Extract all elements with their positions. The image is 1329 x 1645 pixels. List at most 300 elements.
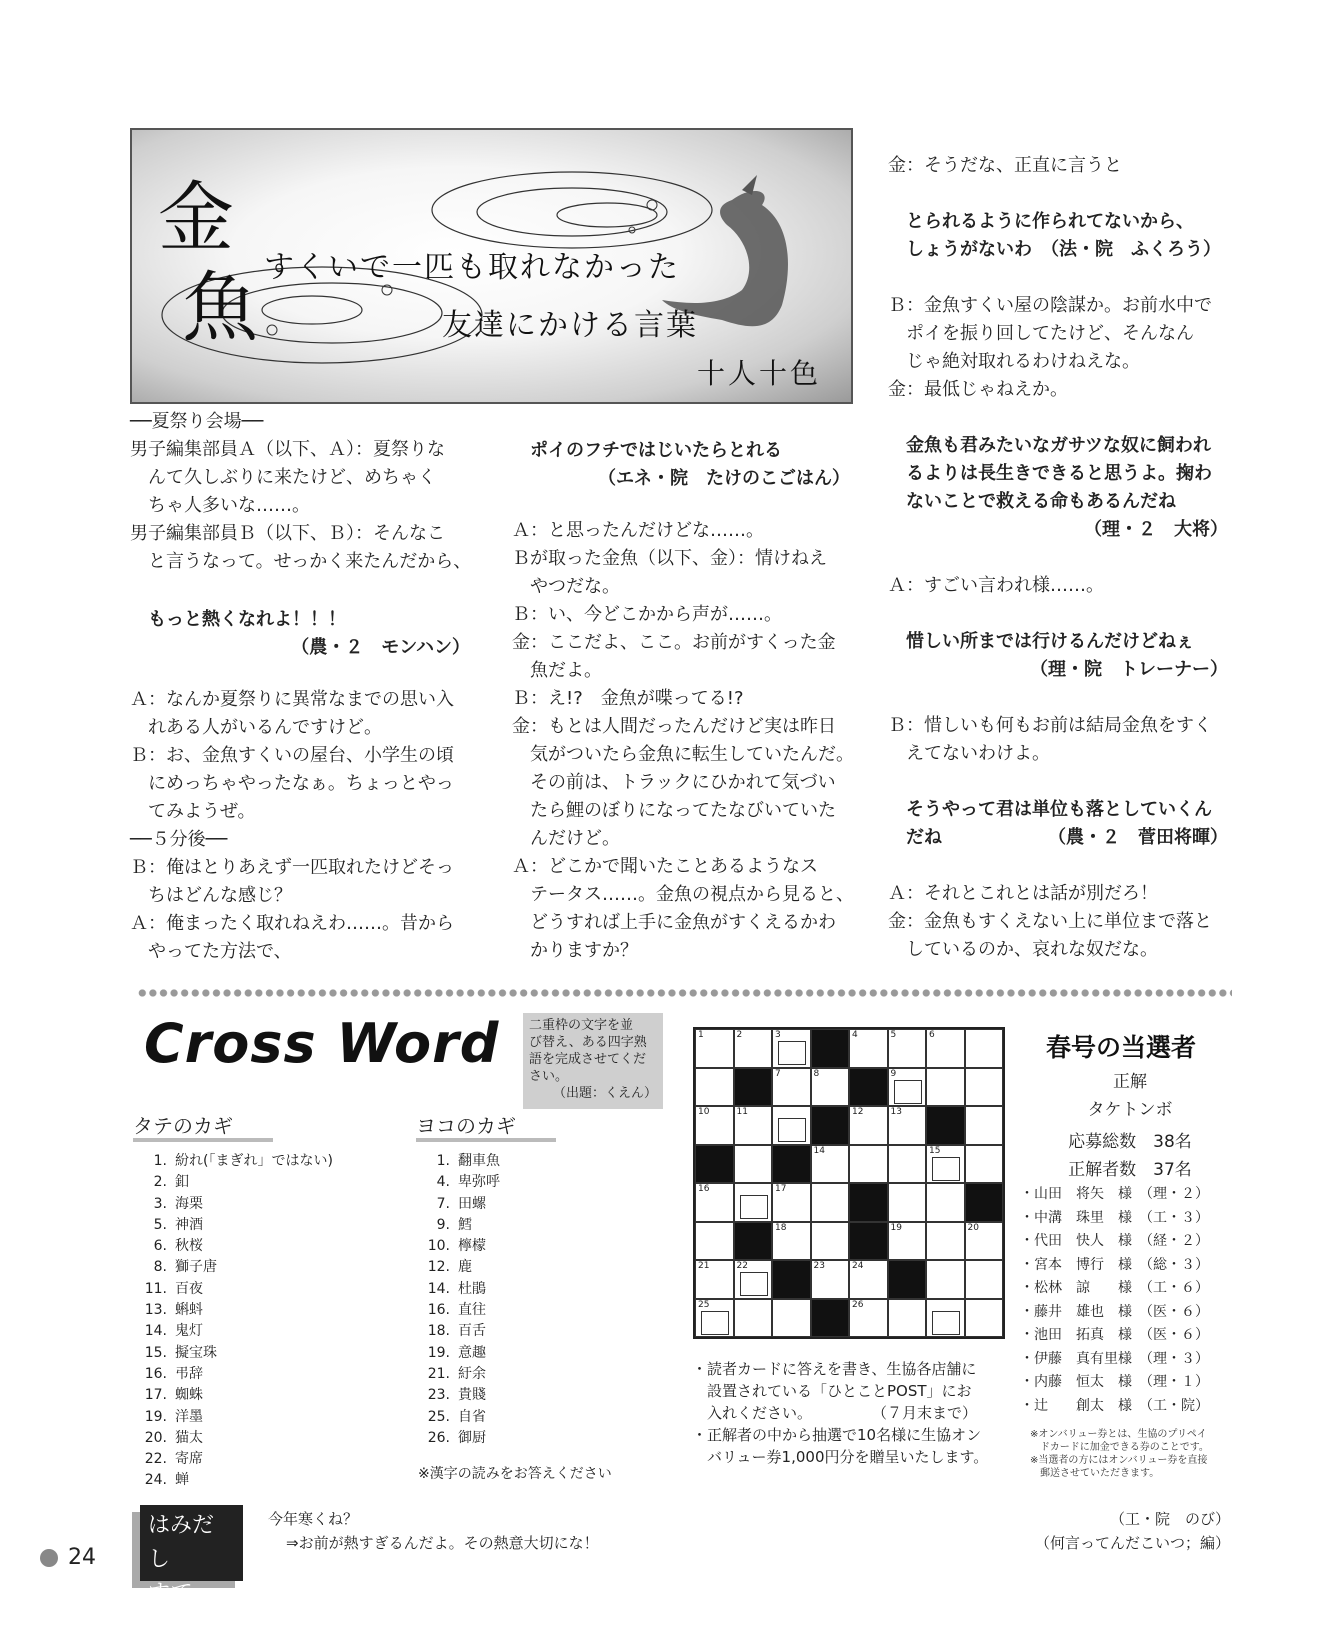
clue-text: 貴賤 — [458, 1387, 486, 1404]
clue-number: 17. — [144, 1387, 167, 1404]
clue-text: 翻車魚 — [458, 1153, 500, 1169]
winner-row: ・藤井 雄也 様 （医・６） — [1020, 1303, 1209, 1320]
footer-line1: 今年寒くね？ — [268, 1510, 359, 1528]
grid-number: 8 — [813, 1068, 820, 1079]
info-line: バリュー券1,000円分を贈呈いたします。 — [692, 1448, 989, 1466]
grid-number: 20 — [967, 1222, 979, 1233]
grid-cell[interactable] — [734, 1260, 773, 1299]
text-line: れある人がいるんですけど。 — [148, 717, 382, 738]
winner-row: ・山田 将矢 様 （理・２） — [1020, 1186, 1209, 1202]
answer-text: もっと熱くなれよ！！！ — [148, 609, 346, 630]
tate-clue — [133, 1151, 333, 1172]
text-line: Ｂが取った金魚（以下、金）：情けねえ — [512, 548, 827, 569]
correct-entries: 正解者数 37名 — [1068, 1160, 1192, 1180]
grid-cell[interactable] — [811, 1068, 850, 1107]
clue-number: 20. — [144, 1429, 167, 1446]
clue-text: 田螺 — [458, 1195, 486, 1212]
double-frame-cell — [740, 1272, 768, 1296]
text-line: Ｂ：俺はとりあえず一匹取れたけどそっ — [130, 857, 454, 878]
clue-number: 16. — [144, 1365, 167, 1382]
banner-subtitle-2: 友達にかける言葉 — [442, 308, 698, 343]
clue-text: 蝌蚪 — [175, 1302, 203, 1319]
clue-text: 擬宝珠 — [175, 1344, 217, 1361]
text-line: じゃ絶対取れるわけねえな。 — [906, 351, 1140, 372]
text-line: てみようぜ。 — [148, 801, 256, 822]
winners-list — [1020, 1183, 1209, 1418]
winner-row: ・池田 拓真 様 （医・６） — [1020, 1327, 1209, 1343]
grid-cell[interactable] — [811, 1222, 850, 1261]
tate-clue — [133, 1385, 333, 1406]
clue-number: 23. — [427, 1387, 450, 1404]
clue-number: 19. — [144, 1408, 167, 1425]
clue-number: 7. — [436, 1195, 450, 1212]
clue-number: 2. — [153, 1174, 167, 1191]
note-line: び替え、ある四字熟 — [529, 1035, 647, 1050]
grid-cell[interactable] — [811, 1260, 850, 1299]
tate-clue — [133, 1364, 333, 1385]
clue-number: 6. — [153, 1238, 167, 1255]
yoko-clue — [416, 1407, 556, 1428]
answer-text: 金魚も君みたいなガサツな奴に飼われ — [906, 435, 1211, 456]
banner-kanji-kin: 金 — [158, 173, 234, 262]
tate-clue — [133, 1428, 333, 1449]
clue-text: 御厨 — [458, 1429, 486, 1446]
grid-number: 23 — [813, 1261, 825, 1271]
clue-text: 鱈 — [458, 1216, 472, 1233]
grid-cell[interactable] — [849, 1260, 888, 1299]
info-line: ・読者カードに答えを書き、生協各店舗に — [692, 1360, 977, 1378]
text-line: 金：もとは人間だったんだけど実は昨日 — [512, 716, 836, 737]
clue-text: 杜鵑 — [458, 1280, 486, 1297]
grid-number: 18 — [775, 1222, 787, 1233]
answer-author: （理・２ 大将） — [1084, 519, 1228, 540]
winner-row: ・中溝 珠里 様 （工・３） — [1020, 1209, 1209, 1226]
hamidashi-box — [140, 1505, 243, 1640]
clue-number: 14. — [427, 1280, 450, 1297]
tate-clue — [133, 1321, 333, 1342]
yoko-clue — [416, 1321, 556, 1342]
yoko-clue — [416, 1172, 556, 1193]
answer-text: ないことで救える命もあるんだね — [906, 491, 1176, 512]
text-line: Ｂ：い、今どこかから声が……。 — [512, 604, 782, 625]
answer-author: （エネ・院 たけのこごはん） — [598, 468, 850, 489]
grid-cell[interactable] — [965, 1068, 1004, 1107]
grid-cell[interactable] — [849, 1299, 888, 1338]
clue-number: 13. — [144, 1302, 167, 1319]
yoko-clue — [416, 1428, 556, 1449]
clue-number: 1. — [436, 1153, 450, 1169]
grid-cell[interactable] — [849, 1145, 888, 1184]
answer-author: （農・２ モンハン） — [291, 637, 470, 658]
answer-text: るよりは長生きできると思うよ。掬わ — [906, 463, 1212, 484]
winner-row: ・辻 創太 様 （工・院） — [1020, 1397, 1209, 1414]
grid-cell[interactable] — [772, 1106, 811, 1145]
tate-clue — [133, 1470, 333, 1491]
clue-text: 紆余 — [458, 1365, 486, 1382]
note-line: 二重枠の文字を並 — [529, 1018, 634, 1033]
crossword-grid[interactable] — [693, 1027, 1005, 1339]
winners-title: 春号の当選者 — [1046, 1033, 1197, 1062]
double-frame-cell — [894, 1080, 922, 1104]
text-line: 気がついたら金魚に転生していたんだ。 — [530, 744, 854, 765]
grid-cell[interactable] — [965, 1145, 1004, 1184]
text-line: かりますか？ — [530, 940, 638, 961]
note-source: （出題：くえん） — [552, 1086, 657, 1101]
grid-number: 2 — [736, 1030, 743, 1040]
text-line: どうすれば上手に金魚がすくえるかわ — [530, 912, 836, 933]
grid-cell[interactable] — [888, 1068, 927, 1107]
grid-cell[interactable] — [695, 1183, 734, 1222]
grid-cell[interactable] — [695, 1106, 734, 1145]
grid-cell[interactable] — [888, 1299, 927, 1338]
grid-number: 9 — [890, 1068, 897, 1079]
clue-text: 洋墨 — [175, 1408, 203, 1425]
info-line: 入れください。 （７月末まで） — [692, 1404, 978, 1422]
yoko-clue — [416, 1236, 556, 1257]
text-line: Ａ：それとこれとは話が別だろ！ — [888, 883, 1158, 904]
clue-number: 15. — [144, 1344, 167, 1361]
tate-heading: タテのカギ — [133, 1114, 273, 1142]
grid-black-cell — [811, 1106, 850, 1145]
grid-number: 22 — [736, 1261, 748, 1271]
page-number: 24 — [68, 1545, 96, 1570]
grid-number: 14 — [813, 1145, 825, 1156]
grid-cell[interactable] — [888, 1183, 927, 1222]
scene-label: ──５分後── — [130, 829, 228, 850]
text-line: やってた方法で、 — [148, 941, 292, 962]
double-frame-cell — [932, 1157, 960, 1181]
text-line: Ｂ：金魚すくい屋の陰謀か。お前水中で — [888, 295, 1212, 316]
grid-cell[interactable] — [965, 1029, 1004, 1068]
double-frame-cell — [778, 1118, 806, 1142]
grid-black-cell — [849, 1183, 888, 1222]
grid-number: 10 — [698, 1107, 710, 1117]
grid-cell[interactable] — [965, 1222, 1004, 1261]
grid-cell[interactable] — [734, 1029, 773, 1068]
tate-list — [133, 1151, 333, 1492]
clue-text: 蜘蛛 — [175, 1387, 203, 1404]
info-line: 設置されている「ひとことPOST」にお — [692, 1382, 972, 1400]
clue-text: 百夜 — [175, 1280, 203, 1297]
grid-black-cell — [811, 1029, 850, 1068]
clue-number: 16. — [427, 1302, 450, 1319]
clue-number: 10. — [427, 1238, 450, 1255]
grid-number: 3 — [775, 1030, 781, 1040]
crossword-note — [523, 1013, 663, 1109]
footer-editor: （何言ってんだこいつ；編） — [1034, 1534, 1230, 1552]
grid-cell[interactable] — [965, 1299, 1004, 1338]
yoko-list — [416, 1151, 556, 1449]
text-line: Ａ：と思ったんだけどな……。 — [512, 520, 764, 541]
text-line: Ｂ：え!? 金魚が喋ってる!? — [512, 688, 744, 709]
clue-text: 卑弥呼 — [458, 1174, 500, 1191]
hamidashi-line1: はみだし — [148, 1513, 215, 1572]
yoko-clue — [416, 1215, 556, 1236]
grid-number: 25 — [698, 1299, 710, 1310]
total-entries: 応募総数 38名 — [1068, 1132, 1192, 1152]
winners-notes — [1030, 1428, 1209, 1480]
clue-text: 檸檬 — [458, 1238, 486, 1255]
answer-author: （農・２ 菅田将暉） — [1048, 827, 1228, 848]
grid-cell[interactable] — [926, 1029, 965, 1068]
clue-number: 19. — [427, 1344, 450, 1361]
grid-cell[interactable] — [926, 1222, 965, 1261]
winner-row: ・松林 諒 様 （工・６） — [1020, 1280, 1209, 1296]
grid-cell[interactable] — [926, 1183, 965, 1222]
text-line: 男子編集部員Ｂ（以下、Ｂ）：そんなこ — [130, 523, 445, 544]
banner-kanji-gyo: 魚 — [182, 263, 258, 352]
grid-cell[interactable] — [772, 1183, 811, 1222]
clue-number: 25. — [427, 1408, 450, 1425]
grid-number: 12 — [852, 1107, 864, 1117]
clue-text: 蝉 — [175, 1472, 189, 1489]
answer-text: だね — [906, 827, 942, 848]
clue-number: 24. — [144, 1472, 167, 1489]
banner-subtitle-1: すくいで一匹も取れなかった — [264, 250, 680, 285]
hamidashi-line2: すてーじ — [148, 1581, 215, 1640]
text-line: Ｂ：惜しいも何もお前は結局金魚をすく — [888, 715, 1212, 736]
clue-text: 意趣 — [458, 1344, 486, 1361]
clue-text: 自省 — [458, 1408, 486, 1425]
text-line: Ｂ：お、金魚すくいの屋台、小学生の頃 — [130, 745, 454, 766]
clue-number: 22. — [144, 1451, 167, 1468]
text-line: にめっちゃやったなぁ。ちょっとやっ — [148, 773, 454, 794]
grid-black-cell — [965, 1183, 1004, 1222]
tate-clue — [133, 1194, 333, 1215]
footer-line2: ⇒お前が熱すぎるんだよ。その熱意大切にな！ — [286, 1534, 599, 1552]
grid-cell[interactable] — [695, 1260, 734, 1299]
grid-black-cell — [734, 1068, 773, 1107]
answer-text: しょうがないわ （法・院 ふくろう） — [906, 239, 1221, 260]
text-line: んだけど。 — [530, 828, 620, 849]
yoko-clue — [416, 1385, 556, 1406]
clue-text: 鬼灯 — [175, 1323, 203, 1340]
grid-cell[interactable] — [849, 1029, 888, 1068]
grid-black-cell — [772, 1145, 811, 1184]
answer-text: そうやって君は単位も落としていくん — [906, 799, 1212, 820]
grid-cell[interactable] — [888, 1222, 927, 1261]
answer-value: タケトンボ — [1087, 1100, 1173, 1120]
clue-text: 弔辞 — [175, 1365, 203, 1382]
clue-number: 5. — [153, 1216, 167, 1233]
text-line: 金：そうだな、正直に言うと — [888, 155, 1122, 176]
text-line: と言うなって。せっかく来たんだから、 — [148, 551, 472, 572]
footer-author: （工・院 のび） — [1109, 1510, 1230, 1528]
clue-text: 獅子唐 — [175, 1259, 217, 1276]
grid-cell[interactable] — [811, 1145, 850, 1184]
answer-author: （理・院 トレーナー） — [1030, 659, 1228, 680]
clue-text: 鹿 — [458, 1259, 472, 1276]
grid-cell[interactable] — [888, 1145, 927, 1184]
article-column-2 — [512, 437, 854, 965]
note-line: ※当選者の方にはオンバリュー券を直接 — [1030, 1455, 1208, 1466]
grid-black-cell — [695, 1145, 734, 1184]
clue-text: 猫太 — [175, 1429, 203, 1446]
reading-note: ※漢字の読みをお答えください — [418, 1466, 612, 1482]
yoko-clue — [416, 1279, 556, 1300]
banner-series: 十人十色 — [696, 357, 821, 390]
crossword-title: Cross Word — [144, 1012, 500, 1075]
winner-row: ・内藤 恒太 様 （理・１） — [1020, 1374, 1209, 1390]
grid-black-cell — [888, 1260, 927, 1299]
grid-cell[interactable] — [772, 1068, 811, 1107]
answer-text: 惜しい所までは行けるんだけどねぇ — [906, 631, 1194, 652]
grid-number: 13 — [890, 1107, 902, 1117]
grid-number: 19 — [890, 1222, 902, 1233]
grid-number: 15 — [929, 1145, 941, 1156]
yoko-clue — [416, 1151, 556, 1172]
text-line: ちゃ人多いな……。 — [148, 495, 310, 516]
text-line: Ａ：俺まったく取れねえわ……。昔から — [130, 913, 454, 934]
grid-cell[interactable] — [734, 1299, 773, 1338]
answer-label: 正解 — [1113, 1072, 1147, 1092]
grid-cell[interactable] — [888, 1029, 927, 1068]
grid-number: 4 — [852, 1030, 858, 1040]
grid-black-cell — [772, 1260, 811, 1299]
grid-cell[interactable] — [695, 1222, 734, 1261]
text-line: 金：ここだよ、ここ。お前がすくった金 — [512, 632, 836, 653]
grid-cell[interactable] — [965, 1260, 1004, 1299]
yoko-clues — [416, 1110, 556, 1449]
grid-number: 24 — [852, 1261, 864, 1271]
grid-cell[interactable] — [926, 1145, 965, 1184]
crossword-info — [692, 1358, 1004, 1468]
text-line: Ａ：すごい言われ様……。 — [888, 575, 1104, 596]
double-frame-cell — [701, 1311, 729, 1335]
clue-number: 14. — [144, 1323, 167, 1340]
grid-cell[interactable] — [695, 1068, 734, 1107]
grid-number: 16 — [698, 1184, 710, 1194]
tate-clue — [133, 1257, 333, 1278]
yoko-clue — [416, 1257, 556, 1278]
tate-clue — [133, 1300, 333, 1321]
note-line: さい。 — [529, 1069, 569, 1084]
clue-number: 26. — [427, 1429, 450, 1446]
grid-cell[interactable] — [772, 1299, 811, 1338]
clue-text: 百舌 — [458, 1323, 486, 1340]
grid-cell[interactable] — [734, 1145, 773, 1184]
text-line: 金：金魚もすくえない上に単位まで落と — [888, 911, 1212, 932]
tate-clues — [133, 1110, 333, 1492]
text-line: Ａ：なんか夏祭りに異常なまでの思い入 — [130, 689, 454, 710]
grid-cell[interactable] — [926, 1068, 965, 1107]
grid-black-cell — [849, 1222, 888, 1261]
yoko-clue — [416, 1343, 556, 1364]
winner-row: ・伊藤 真有里様 （理・３） — [1020, 1350, 1209, 1367]
clue-number: 8. — [153, 1259, 167, 1276]
text-line: んて久しぶりに来たけど、めちゃく — [148, 467, 436, 488]
grid-cell[interactable] — [695, 1299, 734, 1338]
article-column-1 — [130, 408, 471, 966]
grid-number: 11 — [736, 1107, 748, 1117]
grid-number: 6 — [929, 1030, 935, 1040]
clue-number: 9. — [436, 1216, 450, 1233]
double-frame-cell — [932, 1311, 960, 1335]
grid-number: 5 — [890, 1030, 897, 1040]
answer-text: ポイのフチではじいたらとれる — [530, 440, 782, 461]
winner-row: ・宮本 博行 様 （総・３） — [1020, 1256, 1209, 1273]
answer-text: とられるように作られてないから、 — [906, 211, 1194, 232]
note-line: ※オンバリュー券とは、生協のプリペイ — [1030, 1429, 1207, 1440]
winner-row: ・代田 快人 様 （経・２） — [1020, 1233, 1209, 1249]
clue-text: 海栗 — [175, 1195, 203, 1212]
note-line: ドカードに加金できる券のことです。 — [1030, 1442, 1209, 1453]
clue-text: 秋桜 — [175, 1238, 203, 1255]
grid-cell[interactable] — [772, 1029, 811, 1068]
note-line: 郵送させていただきます。 — [1030, 1468, 1160, 1479]
grid-black-cell — [849, 1068, 888, 1107]
dotted-divider — [137, 988, 1232, 998]
tate-clue — [133, 1343, 333, 1364]
grid-number: 17 — [775, 1184, 787, 1194]
tate-clue — [133, 1215, 333, 1236]
text-line: 男子編集部員Ａ（以下、Ａ）：夏祭りな — [130, 439, 445, 460]
grid-black-cell — [811, 1299, 850, 1338]
text-line: やつだな。 — [530, 576, 620, 597]
yoko-clue — [416, 1194, 556, 1215]
header-banner — [130, 128, 853, 404]
clue-text: 寄席 — [175, 1451, 203, 1468]
clue-number: 3. — [153, 1195, 167, 1212]
text-line: ちはどんな感じ？ — [148, 885, 292, 906]
tate-clue — [133, 1236, 333, 1257]
grid-number: 21 — [698, 1261, 710, 1271]
text-line: しているのか、哀れな奴だな。 — [906, 939, 1158, 960]
tate-clue — [133, 1279, 333, 1300]
tate-clue — [133, 1449, 333, 1470]
note-line: 語を完成させてくだ — [529, 1052, 647, 1067]
clue-text: 釦 — [175, 1174, 189, 1191]
clue-number: 1. — [153, 1153, 167, 1169]
text-line: その前は、トラックにひかれて気づい — [530, 772, 836, 793]
text-line: 魚だよ。 — [530, 660, 602, 681]
scene-label: ──夏祭り会場── — [130, 411, 264, 432]
clue-text: 神酒 — [175, 1216, 203, 1233]
grid-cell[interactable] — [849, 1106, 888, 1145]
yoko-clue — [416, 1300, 556, 1321]
grid-cell[interactable] — [926, 1299, 965, 1338]
text-line: ポイを振り回してたけど、そんなん — [906, 323, 1194, 344]
clue-number: 12. — [427, 1259, 450, 1276]
grid-cell[interactable] — [965, 1106, 1004, 1145]
double-frame-cell — [778, 1041, 806, 1065]
text-line: えてないわけよ。 — [906, 743, 1050, 764]
grid-number: 7 — [775, 1068, 781, 1079]
double-frame-cell — [740, 1195, 768, 1219]
clue-number: 18. — [427, 1323, 450, 1340]
grid-cell[interactable] — [811, 1183, 850, 1222]
grid-cell[interactable] — [734, 1183, 773, 1222]
page-dot-icon — [40, 1549, 58, 1567]
clue-text: 紛れ(「まぎれ」ではない) — [175, 1153, 333, 1169]
clue-number: 4. — [436, 1174, 450, 1191]
clue-text: 直往 — [458, 1302, 486, 1319]
grid-cell[interactable] — [695, 1029, 734, 1068]
info-line: ・正解者の中から抽選で10名様に生協オン — [692, 1426, 982, 1444]
tate-clue — [133, 1172, 333, 1193]
text-line: たら鯉のぼりになってたなびいていた — [530, 800, 836, 821]
grid-number: 1 — [698, 1030, 704, 1040]
grid-cell[interactable] — [734, 1106, 773, 1145]
clue-number: 11. — [144, 1280, 167, 1297]
grid-cell[interactable] — [772, 1222, 811, 1261]
article-column-3 — [888, 152, 1228, 964]
tate-clue — [133, 1407, 333, 1428]
grid-cell[interactable] — [926, 1260, 965, 1299]
grid-cell[interactable] — [888, 1106, 927, 1145]
grid-black-cell — [734, 1222, 773, 1261]
clue-number: 21. — [427, 1365, 450, 1382]
